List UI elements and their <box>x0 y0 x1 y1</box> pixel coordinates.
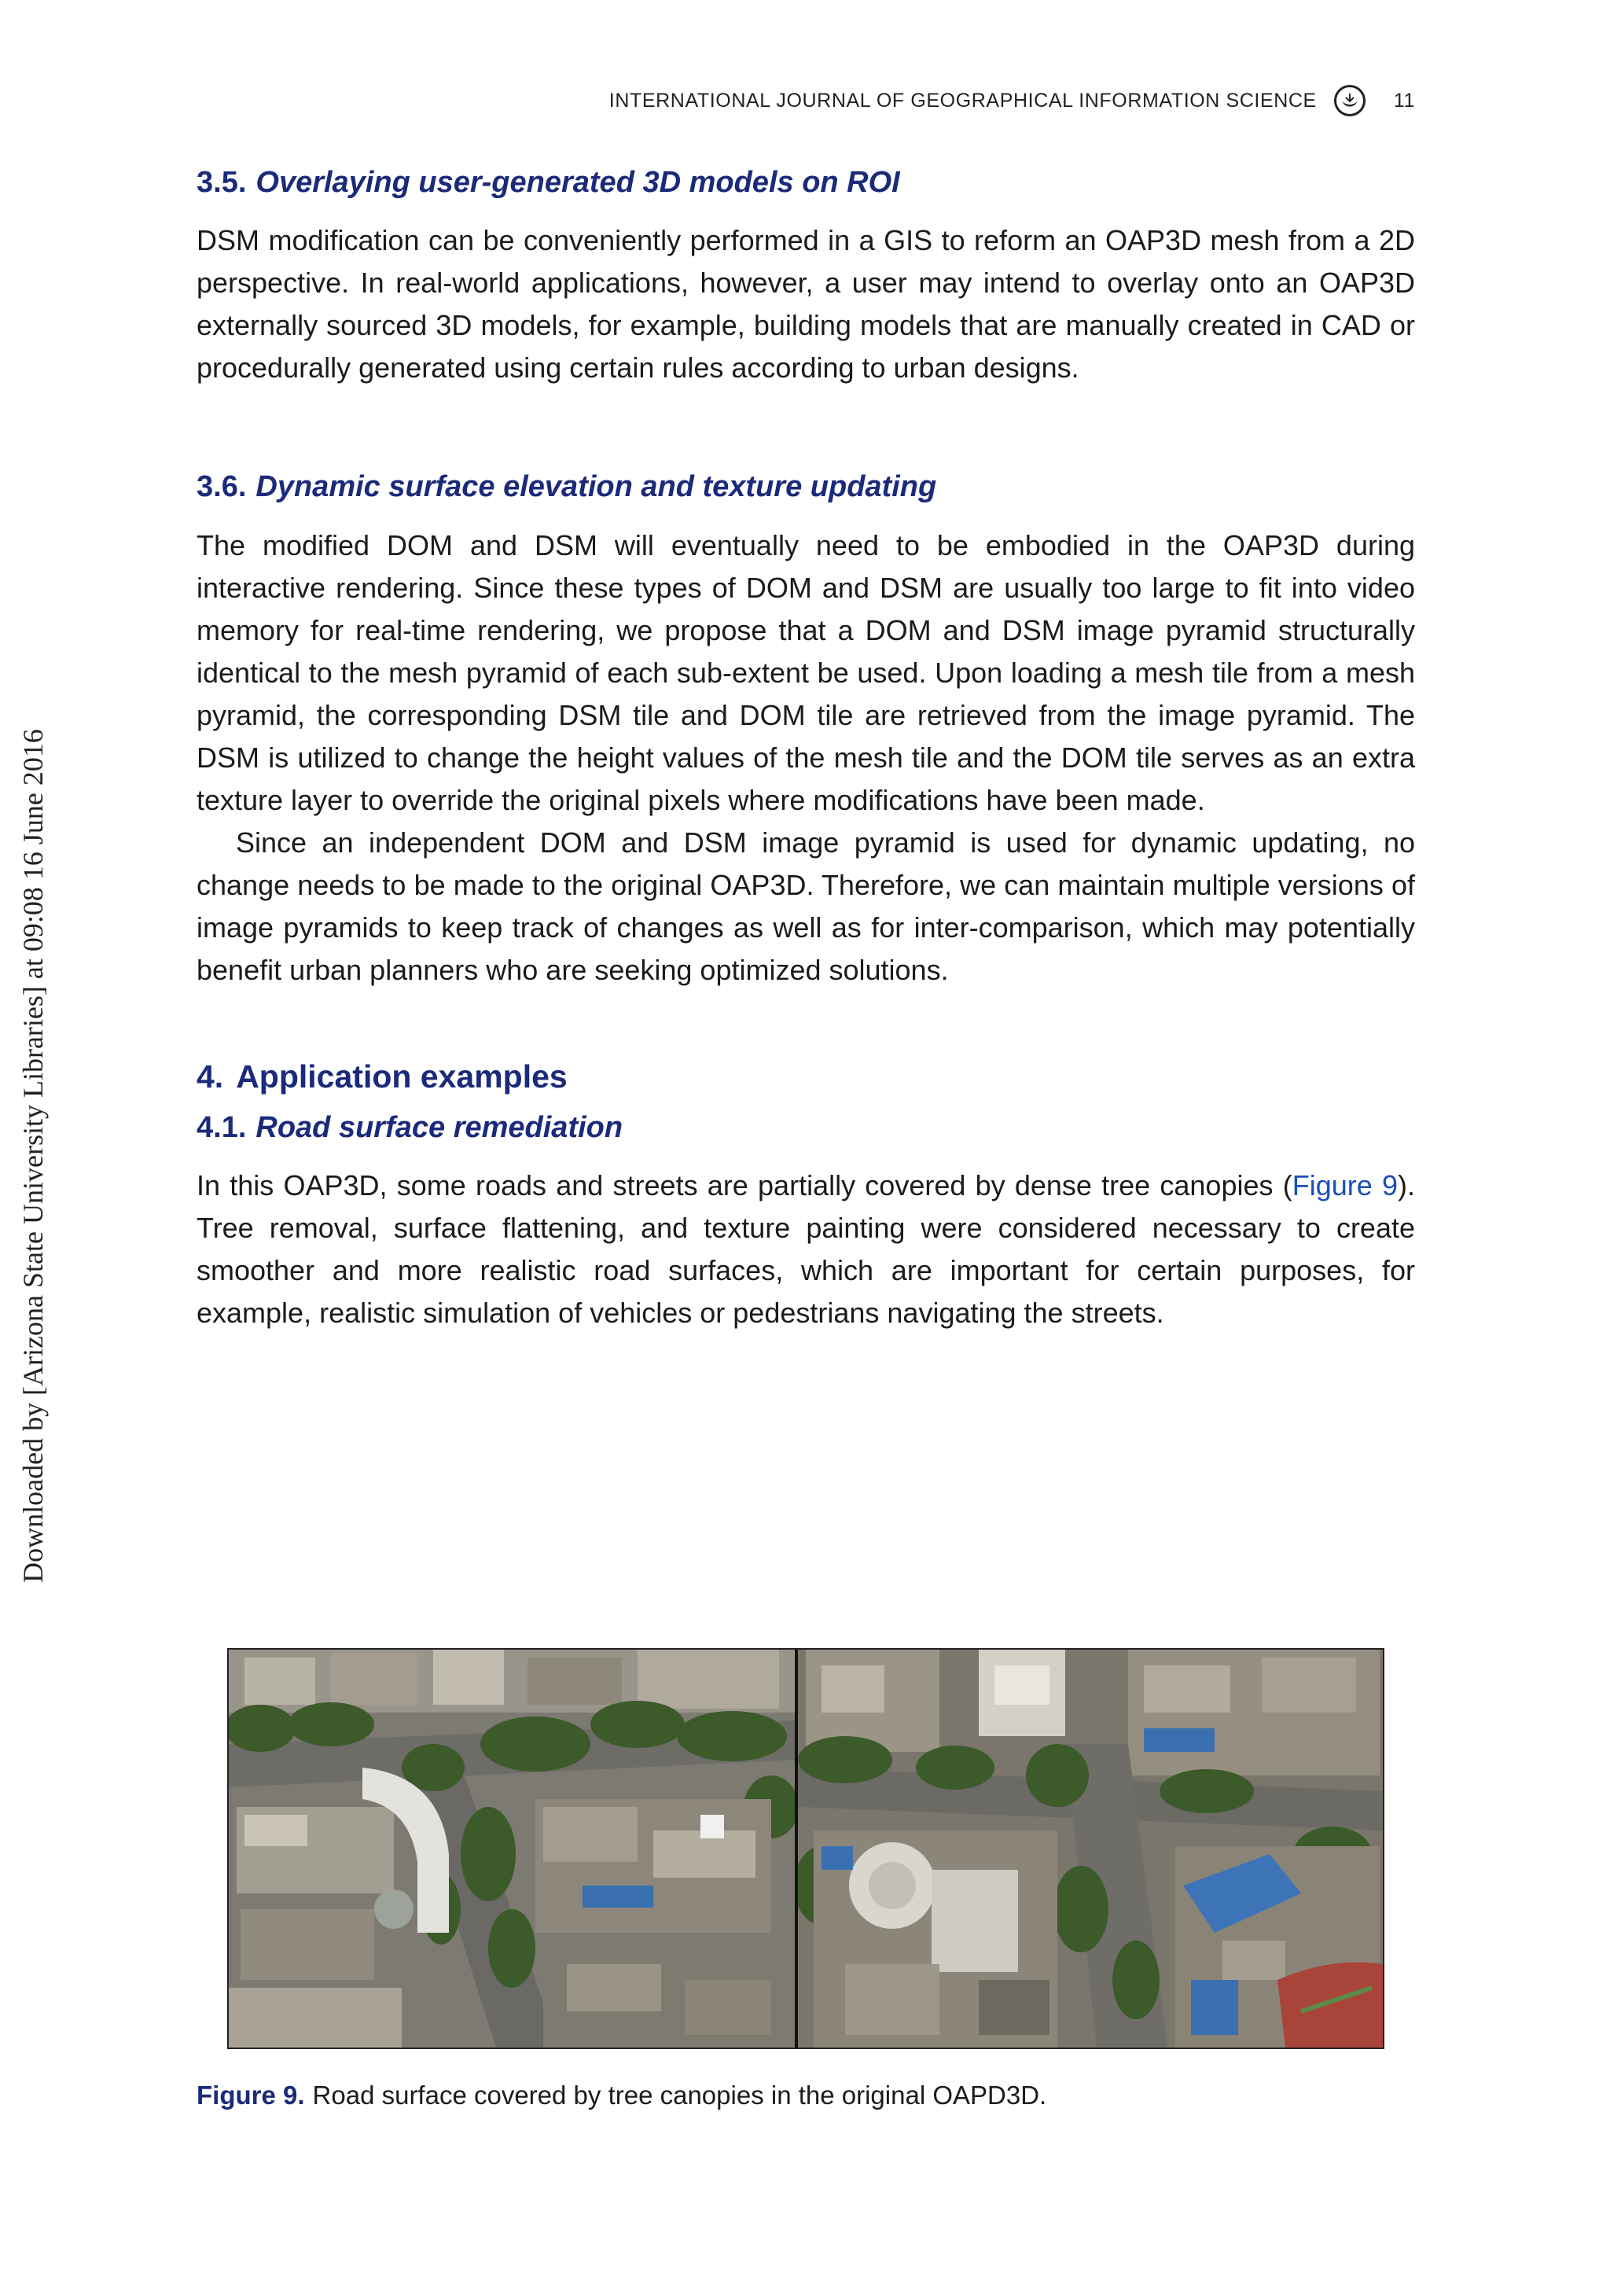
aerial-view-left <box>229 1650 795 2048</box>
paragraph: DSM modification can be conveniently performed in a GIS to reform an OAP3D mesh from a 2D perspective. In real-world applications, however, a user may intend to overlay onto an OAP3D externally sourced 3D models, for example, building models that are manually created in CAD or procedurally generated using certain rules according to urban designs. <box>197 224 1415 385</box>
section-4-heading <box>197 1056 1415 1098</box>
section-number: 4. <box>197 1058 224 1095</box>
paragraph-text: In this OAP3D, some roads and streets are partially covered by dense tree canopies ( <box>197 1169 1292 1202</box>
figure-label: Figure 9. <box>197 2081 305 2110</box>
paragraph <box>197 1165 1415 1334</box>
paragraph: The modified DOM and DSM will eventually need to be embodied in the OAP3D during interactive rendering. Since these types of DOM and DSM are usually too large to fit into video memory for real-time rendering, we propose that a DOM and DSM image pyramid structurally identical to the mesh pyramid of each sub-extent be used. Upon loading a mesh tile from a mesh pyramid, the corresponding DSM tile and DOM tile are retrieved from the image pyramid. The DSM is utilized to change the height values of the mesh tile and the DOM tile serves as an extra texture layer to override the original pixels where modifications have been made. <box>197 528 1415 816</box>
paragraph: Since an independent DOM and DSM image pyramid is used for dynamic updating, no change needs to be made to the original OAP3D. Therefore, we can maintain multiple versions of image pyramids to keep track of changes as well as for inter-comparison, which may potentially benefit urban planners who are seeking optimized solutions. <box>197 826 1415 986</box>
journal-title: INTERNATIONAL JOURNAL OF GEOGRAPHICAL INFORMATION SCIENCE <box>608 89 1317 112</box>
section-title: Road surface remediation <box>255 1111 623 1145</box>
aerial-view-right <box>798 1650 1383 2048</box>
section-number: 3.5. <box>197 166 247 199</box>
figure-9-link[interactable]: Figure 9 <box>1292 1169 1398 1202</box>
section-number: 4.1. <box>197 1111 247 1145</box>
page-body <box>197 164 1415 1334</box>
paragraph-text: ). Tree removal, surface flattening, and texture painting were considered necessary to create smoother and more realistic road surfaces, which are important for certain purposes, for example, realistic simulation of vehicles or pedestrians navigating the streets. <box>197 1169 1415 1330</box>
section-3-6-heading <box>197 468 1415 506</box>
figure-caption <box>197 2081 1415 2110</box>
section-title: Overlaying user-generated 3D models on ROI <box>255 166 900 199</box>
section-title: Application examples <box>236 1058 568 1095</box>
section-4-1-heading <box>197 1109 1415 1147</box>
publisher-logo-icon <box>1334 85 1366 116</box>
figure-caption-text: Road surface covered by tree canopies in the original OAPD3D. <box>312 2081 1047 2110</box>
section-number: 3.6. <box>197 470 247 504</box>
running-header <box>118 85 1415 116</box>
figure-9-image <box>227 1648 1384 2049</box>
section-title: Dynamic surface elevation and texture updating <box>255 470 937 504</box>
download-watermark <box>0 657 72 1655</box>
page-number: 11 <box>1393 89 1415 112</box>
download-watermark-text: Downloaded by [Arizona State University Libraries] at 09:08 16 June 2016 <box>17 729 49 1583</box>
section-3-5-heading <box>197 164 1415 202</box>
